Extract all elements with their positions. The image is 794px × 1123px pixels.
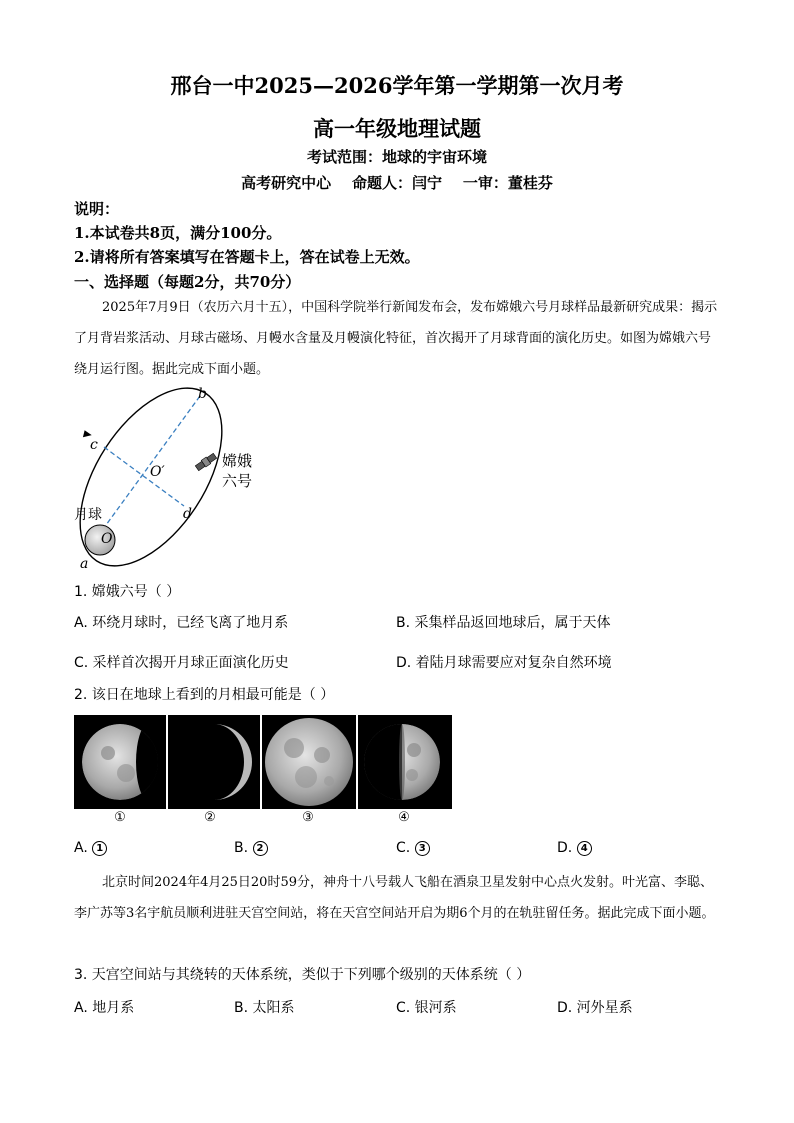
q2-option-d-num: 4 bbox=[577, 841, 592, 856]
q2-option-b-letter: B. bbox=[234, 840, 249, 856]
label-c: c bbox=[90, 437, 98, 453]
moon-phase-3-icon bbox=[265, 718, 353, 806]
satellite-icon bbox=[195, 452, 218, 471]
moon-phases-figure bbox=[74, 715, 452, 809]
notes-heading: 说明： bbox=[74, 200, 120, 218]
q3-option-b[interactable]: B. 太阳系 bbox=[234, 1000, 295, 1016]
minor-axis bbox=[104, 447, 184, 506]
phase-label-2: ② bbox=[204, 810, 216, 825]
passage-1: 2025年7月9日（农历六月十五），中国科学院举行新闻发布会，发布嫦娥六号月球样品最新研究成果：揭示了月背岩浆活动、月球古磁场、月幔水含量及月幔演化特征，首次揭开了月球背面的演化历史。如图为嫦娥六号绕月运行图。据此完成下面小题。 bbox=[74, 300, 718, 377]
moon-label: 月球 bbox=[74, 507, 102, 523]
q2-option-a[interactable] bbox=[74, 840, 107, 856]
q2-option-c-num: 3 bbox=[415, 841, 430, 856]
q2-option-d-letter: D. bbox=[557, 840, 573, 856]
probe-label-line2: 六号 bbox=[222, 472, 253, 490]
q3-option-c[interactable]: C. 银河系 bbox=[396, 1000, 457, 1016]
q1-option-b[interactable]: B. 采集样品返回地球后，属于天体 bbox=[396, 615, 611, 631]
label-center: O′ bbox=[150, 464, 165, 480]
passage-2: 北京时间2024年4月25日20时59分，神舟十八号载人飞船在酒泉卫星发射中心点火发射。叶光富、李聪、李广苏等3名宇航员顺利进驻天宫空间站，将在天宫空间站开启为期6个月的在轨驻留任务。据此完成下面小题。 bbox=[74, 875, 715, 921]
q2-option-a-letter: A. bbox=[74, 840, 88, 856]
q2-option-b[interactable] bbox=[234, 840, 268, 856]
exam-title: 邢台一中2025—2026学年第一学期第一次月考 bbox=[170, 73, 624, 98]
exam-authors: 高考研究中心 命题人：闫宁 一审：董桂芬 bbox=[241, 174, 553, 192]
q1-option-a[interactable]: A. 环绕月球时，已经飞离了地月系 bbox=[74, 615, 289, 631]
phase-label-3: ③ bbox=[302, 810, 314, 825]
q2-option-d[interactable] bbox=[557, 840, 592, 856]
label-moon-center: O bbox=[101, 531, 113, 547]
label-d: d bbox=[183, 506, 192, 522]
q2-stem: 2. 该日在地球上看到的月相最可能是（ ） bbox=[74, 687, 335, 703]
q1-stem: 1. 嫦娥六号（ ） bbox=[74, 584, 181, 600]
phase-label-1: ① bbox=[114, 810, 126, 825]
probe-label-line1: 嫦娥 bbox=[222, 452, 253, 470]
note-item-1: 1.本试卷共8页，满分100分。 bbox=[74, 224, 282, 242]
q2-option-c[interactable] bbox=[396, 840, 430, 856]
q3-option-d[interactable]: D. 河外星系 bbox=[557, 1000, 633, 1016]
q2-option-b-num: 2 bbox=[253, 841, 268, 856]
q2-option-a-num: 1 bbox=[92, 841, 107, 856]
note-item-2: 2.请将所有答案填写在答题卡上，答在试卷上无效。 bbox=[74, 248, 420, 266]
q1-option-d[interactable]: D. 着陆月球需要应对复杂自然环境 bbox=[396, 655, 612, 671]
q2-option-c-letter: C. bbox=[396, 840, 411, 856]
q1-option-c[interactable]: C. 采样首次揭开月球正面演化历史 bbox=[74, 655, 289, 671]
label-a: a bbox=[80, 556, 89, 572]
section-heading: 一、选择题（每题2分，共70分） bbox=[74, 273, 301, 291]
q3-option-a[interactable]: A. 地月系 bbox=[74, 1000, 135, 1016]
q3-stem: 3. 天宫空间站与其绕转的天体系统，类似于下列哪个级别的天体系统（ ） bbox=[74, 967, 531, 983]
exam-subtitle: 高一年级地理试题 bbox=[313, 116, 481, 141]
exam-scope: 考试范围：地球的宇宙环境 bbox=[306, 148, 487, 166]
phase-label-4: ④ bbox=[398, 810, 410, 825]
label-b: b bbox=[198, 386, 207, 402]
